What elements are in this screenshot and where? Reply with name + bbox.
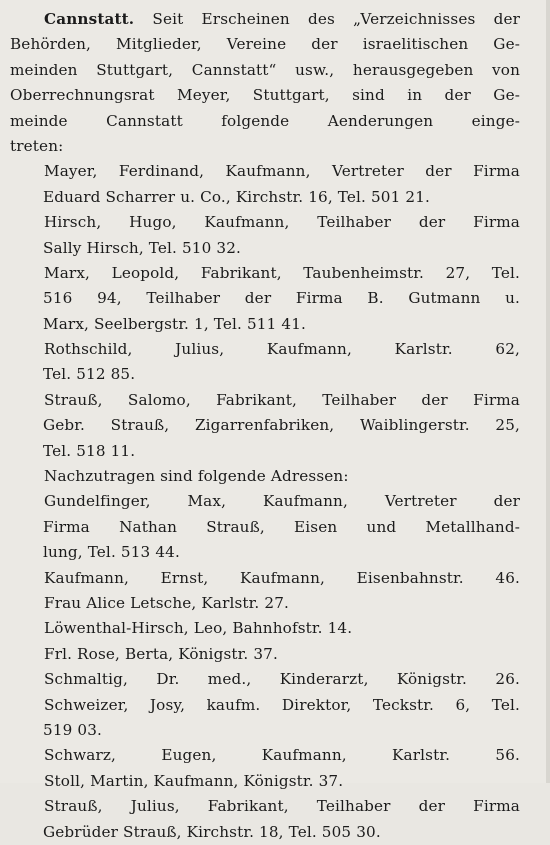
- entry-line: Tel. 512 85.: [43, 365, 136, 384]
- entry-line: Strauß, Salomo, Fabrikant, Teilhaber der Firma: [44, 390, 520, 409]
- place-heading: Cannstatt.: [44, 10, 135, 28]
- intro-line-1: [10, 7, 520, 32]
- entry-line: Firma Nathan Strauß, Eisen und Metallhand-: [43, 517, 520, 536]
- change-entry: [10, 337, 520, 388]
- entry-line: Gundelfinger, Max, Kaufmann, Vertreter der: [44, 492, 520, 511]
- entry-line: Sally Hirsch, Tel. 510 32.: [43, 238, 241, 257]
- addendum-intro: Nachzutragen sind folgende Adressen:: [44, 467, 349, 486]
- address-entry: [10, 616, 520, 641]
- intro-paragraph: [10, 7, 520, 159]
- entry-line: Eduard Scharrer u. Co., Kirchstr. 16, Tel. 501 21.: [43, 187, 431, 206]
- entry-line: Stoll, Martin, Kaufmann, Königstr. 37.: [44, 771, 344, 790]
- entry-line: Rothschild, Julius, Kaufmann, Karlstr. 62,: [44, 340, 520, 359]
- address-entry: [10, 769, 520, 794]
- change-entry: [10, 210, 520, 261]
- entry-line: Mayer, Ferdinand, Kaufmann, Vertreter der Firma: [44, 162, 520, 181]
- intro-line-5: meinde Cannstatt folgende Aenderungen einge-: [10, 111, 520, 130]
- entry-line: Schweizer, Josy, kaufm. Direktor, Teckstr. 6, Tel.: [44, 695, 520, 714]
- entry-line: Schmaltig, Dr. med., Kinderarzt, Königstr. 26.: [44, 670, 520, 689]
- address-entry: [10, 693, 520, 744]
- change-entry: [10, 388, 520, 464]
- address-entry: [10, 566, 520, 591]
- entry-line: 519 03.: [43, 720, 103, 739]
- entry-line: Marx, Seelbergstr. 1, Tel. 511 41.: [43, 314, 306, 333]
- address-entry: [10, 591, 520, 616]
- entry-line: 516 94, Teilhaber der Firma B. Gutmann u.: [43, 289, 520, 308]
- change-entry: [10, 159, 520, 210]
- intro-line-4: Oberrechnungsrat Meyer, Stuttgart, sind in der Ge-: [10, 86, 520, 105]
- entry-line: Frau Alice Letsche, Karlstr. 27.: [44, 593, 289, 612]
- entry-line: Hirsch, Hugo, Kaufmann, Teilhaber der Firma: [44, 213, 520, 232]
- address-entry: [10, 743, 520, 768]
- intro-line-3: meinden Stuttgart, Cannstatt“ usw., herausgegeben von: [10, 60, 520, 79]
- address-entry: [10, 794, 520, 845]
- entry-line: Schwarz, Eugen, Kaufmann, Karlstr. 56.: [44, 746, 520, 765]
- address-entry: [10, 667, 520, 692]
- page-edge: [546, 0, 550, 783]
- addendum-heading: [10, 464, 520, 489]
- entry-line: Frl. Rose, Berta, Königstr. 37.: [44, 644, 278, 663]
- address-entry: [10, 642, 520, 667]
- intro-line-6: treten:: [10, 136, 64, 155]
- entry-line: Tel. 518 11.: [43, 441, 136, 460]
- entry-line: lung, Tel. 513 44.: [43, 543, 180, 562]
- entry-line: Gebr. Strauß, Zigarrenfabriken, Waiblingerstr. 25,: [43, 416, 520, 435]
- intro-text-1: Seit Erscheinen des „Verzeichnisses der: [152, 10, 520, 28]
- intro-line-2: Behörden, Mitglieder, Vereine der israelitischen Ge-: [10, 35, 520, 54]
- entry-line: Marx, Leopold, Fabrikant, Taubenheimstr. 27, Tel.: [44, 263, 520, 282]
- address-entry: [10, 489, 520, 565]
- entry-line: Gebrüder Strauß, Kirchstr. 18, Tel. 505 30.: [43, 822, 381, 841]
- entry-line: Strauß, Julius, Fabrikant, Teilhaber der Firma: [44, 797, 520, 816]
- change-entry: [10, 261, 520, 337]
- entry-line: Kaufmann, Ernst, Kaufmann, Eisenbahnstr. 46.: [44, 568, 520, 587]
- entry-line: Löwenthal-Hirsch, Leo, Bahnhofstr. 14.: [44, 619, 353, 638]
